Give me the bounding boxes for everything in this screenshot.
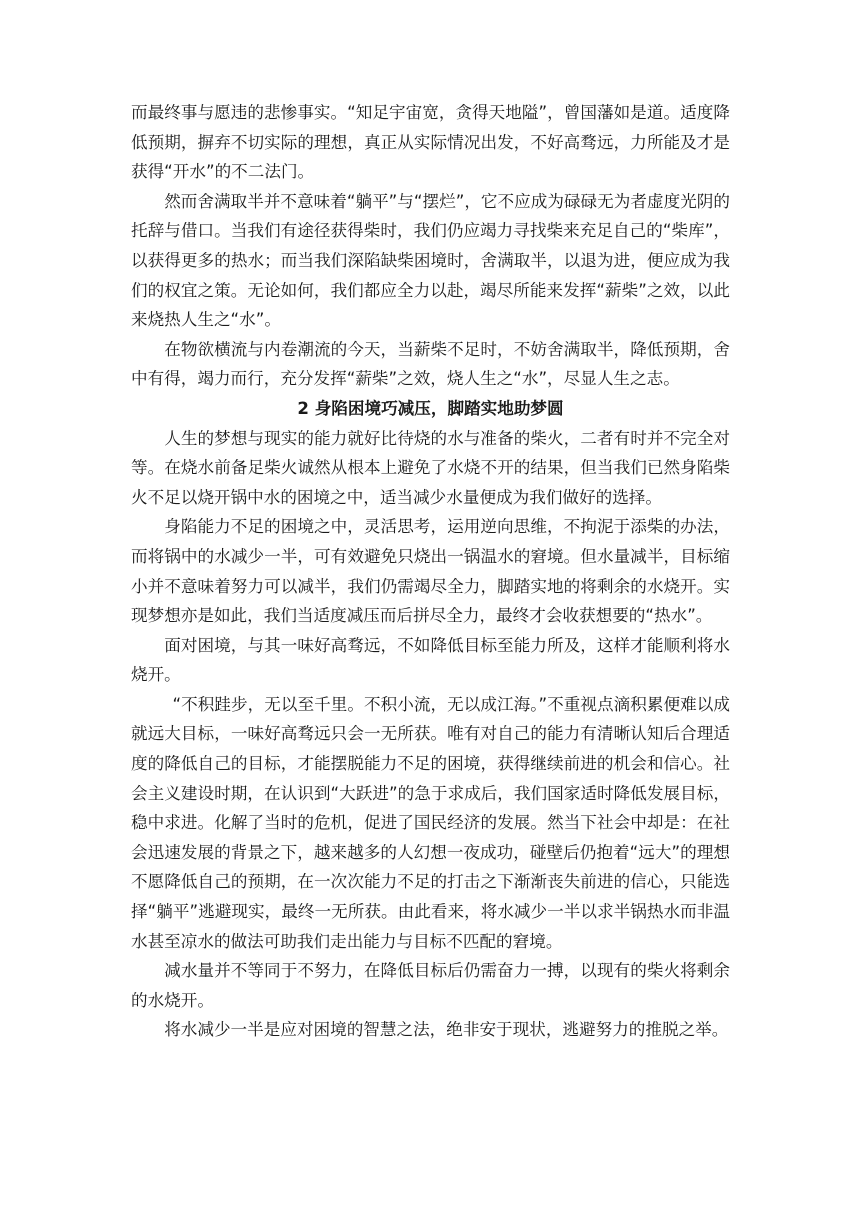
paragraph: 人生的梦想与现实的能力就好比待烧的水与准备的柴火，二者有时并不完全对等。在烧水前备足柴火诚然从根本上避免了水烧不开的结果，但当我们已然身陷柴火不足以烧开锅中水的困境之中，适当减少水量便成为我们做好的选择。 — [131, 428, 730, 507]
paragraph: 减水量并不等同于不努力，在降低目标后仍需奋力一搏，以现有的柴火将剩余的水烧开。 — [131, 961, 730, 1010]
paragraph: 然而舍满取半并不意味着“躺平”与“摆烂”，它不应成为碌碌无为者虚度光阴的托辞与借口。当我们有途径获得柴时，我们仍应竭力寻找柴来充足自己的“柴库”，以获得更多的热水；而当我们深陷缺柴困境时，舍满取半，以退为进，便应成为我们的权宜之策。无论如何，我们都应全力以赴，竭尽所能来发挥“薪柴”之效，以此来烧热人生之“水”。 — [131, 191, 730, 330]
paragraph: 面对困境，与其一味好高骛远，不如降低目标至能力所及，这样才能顺利将水烧开。 — [131, 635, 730, 685]
paragraph: 在物欲横流与内卷潮流的今天，当薪柴不足时，不妨舍满取半，降低预期，舍中有得，竭力而行，充分发挥“薪柴”之效，烧人生之“水”，尽显人生之志。 — [131, 339, 730, 389]
paragraph-continuation: 而最终事与愿违的悲惨事实。“知足宇宙宽，贪得天地隘”，曾国藩如是道。适度降低预期，摒弃不切实际的理想，真正从实际情况出发，不好高骛远，力所能及才是获得“开水”的不二法门。 — [131, 103, 730, 182]
paragraph: 身陷能力不足的困境之中，灵活思考，运用逆向思维，不拘泥于添柴的办法，而将锅中的水减少一半，可有效避免只烧出一锅温水的窘境。但水量减半，目标缩小并不意味着努力可以减半，我们仍需竭尽全力，脚踏实地的将剩余的水烧开。实现梦想亦是如此，我们当适度减压而后拼尽全力，最终才会收获想要的“热水”。 — [131, 517, 730, 626]
paragraph: “不积跬步，无以至千里。不积小流，无以成江海。”不重视点滴积累便难以成就远大目标，一味好高骛远只会一无所获。唯有对自己的能力有清晰认知后合理适度的降低自己的目标，才能摆脱能力不足的困境，获得继续前进的机会和信心。社会主义建设时期，在认识到“大跃进”的急于求成后，我们国家适时降低发展目标，稳中求进。化解了当时的危机，促进了国民经济的发展。然当下社会中却是：在社会迅速发展的背景之下，越来越多的人幻想一夜成功，碰壁后仍抱着“远大”的理想不愿降低自己的预期，在一次次能力不足的打击之下渐渐丧失前进的信心，只能选择“躺平”逃避现实，最终一无所获。由此看来，将水减少一半以求半锅热水而非温水甚至凉水的做法可助我们走出能力与目标不匹配的窘境。 — [131, 694, 730, 951]
paragraph: 将水减少一半是应对困境的智慧之法，绝非安于现状，逃避努力的推脱之举。 — [164, 1020, 729, 1040]
document-page — [131, 98, 730, 1045]
section-heading: 2 身陷困境巧减压，脚踏实地助梦圆 — [297, 398, 564, 418]
